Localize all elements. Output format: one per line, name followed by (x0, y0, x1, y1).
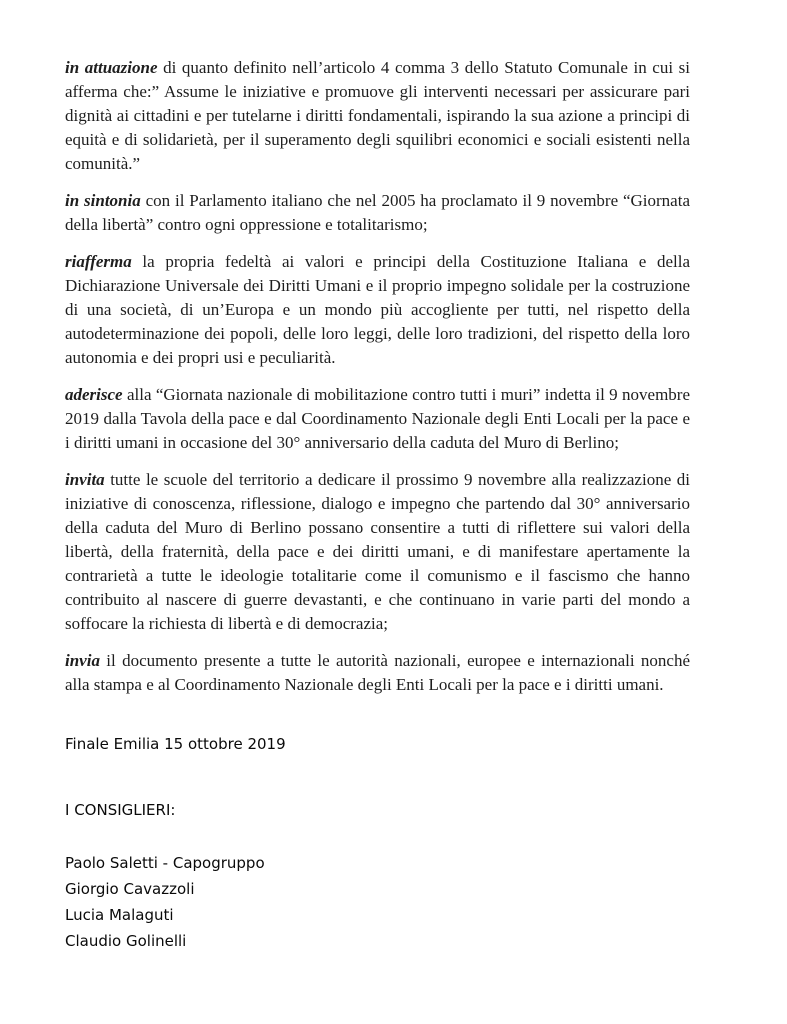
councillor-name: Lucia Malaguti (65, 906, 174, 924)
paragraph-text: il documento presente a tutte le autorità nazionali, europee e internazionali nonché alla stampa e al Coordinamento Nazionale degli Enti Locali per la pace e i diritti umani. (65, 651, 690, 694)
councillor-name: Paolo Saletti - Capogruppo (65, 854, 265, 872)
paragraph-text: con il Parlamento italiano che nel 2005 ha proclamato il 9 novembre “Giornata della libertà” contro ogni oppressione e totalitarismo; (65, 191, 691, 234)
body-paragraph (65, 56, 690, 176)
body-paragraph (65, 383, 690, 455)
body-paragraph (65, 189, 690, 237)
paragraph-text: la propria fedeltà ai valori e principi della Costituzione Italiana e della Dichiarazione Universale dei Diritti Umani e il proprio impegno solidale per la costruzione di una società, di un’Europa e un mondo più accogliente per tutti, nel rispetto della autodeterminazione dei popoli, delle loro leggi, delle loro tradizioni, del rispetto della loro autonomia e dei propri usi e peculiarità. (65, 252, 690, 367)
body-paragraph (65, 250, 690, 370)
paragraph-lead-word: invita (65, 470, 105, 489)
paragraph-lead-word: in sintonia (65, 191, 141, 210)
paragraph-text: tutte le scuole del territorio a dedicare il prossimo 9 novembre alla realizzazione di iniziative di conoscenza, riflessione, dialogo e impegno che partendo dal 30° anniversario della caduta del Muro di Berlino possano consentire a tutti di riflettere sui valori della libertà, della fraternità, della pace e dei diritti umani, e di manifestare apertamente la contrarietà a tutte le ideologie totalitarie come il comunismo e il fascismo che hanno contribuito al nascere di guerre devastanti, e che continuano in varie parti del mondo a soffocare la richiesta di libertà e di democrazia; (65, 470, 690, 633)
councillor-name: Giorgio Cavazzoli (65, 880, 195, 898)
body-paragraph (65, 649, 690, 697)
paragraph-lead-word: riafferma (65, 252, 132, 271)
body-paragraph (65, 468, 690, 636)
paragraph-text: di quanto definito nell’articolo 4 comma 3 dello Statuto Comunale in cui si afferma che:” Assume le iniziative e promuove gli interventi necessari per assicurare pari dignità ai cittadini e per tutelarne i diritti fondamentali, ispirando la sua azione a principi di equità e di solidarietà, per il superamento degli squilibri economici e sociali esistenti nella comunità.” (65, 58, 690, 173)
paragraph-lead-word: aderisce (65, 385, 123, 404)
councillors-list (65, 850, 690, 954)
councillor-name: Claudio Golinelli (65, 932, 187, 950)
paragraph-lead-word: in attuazione (65, 58, 158, 77)
paragraph-lead-word: invia (65, 651, 100, 670)
councillors-heading: I CONSIGLIERI: (65, 801, 176, 819)
dateline: Finale Emilia 15 ottobre 2019 (65, 735, 286, 753)
paragraph-text: alla “Giornata nazionale di mobilitazione contro tutti i muri” indetta il 9 novembre 2019 dalla Tavola della pace e dal Coordinamento Nazionale degli Enti Locali per la pace e i diritti umani in occasione del 30° anniversario della caduta del Muro di Berlino; (65, 385, 690, 452)
